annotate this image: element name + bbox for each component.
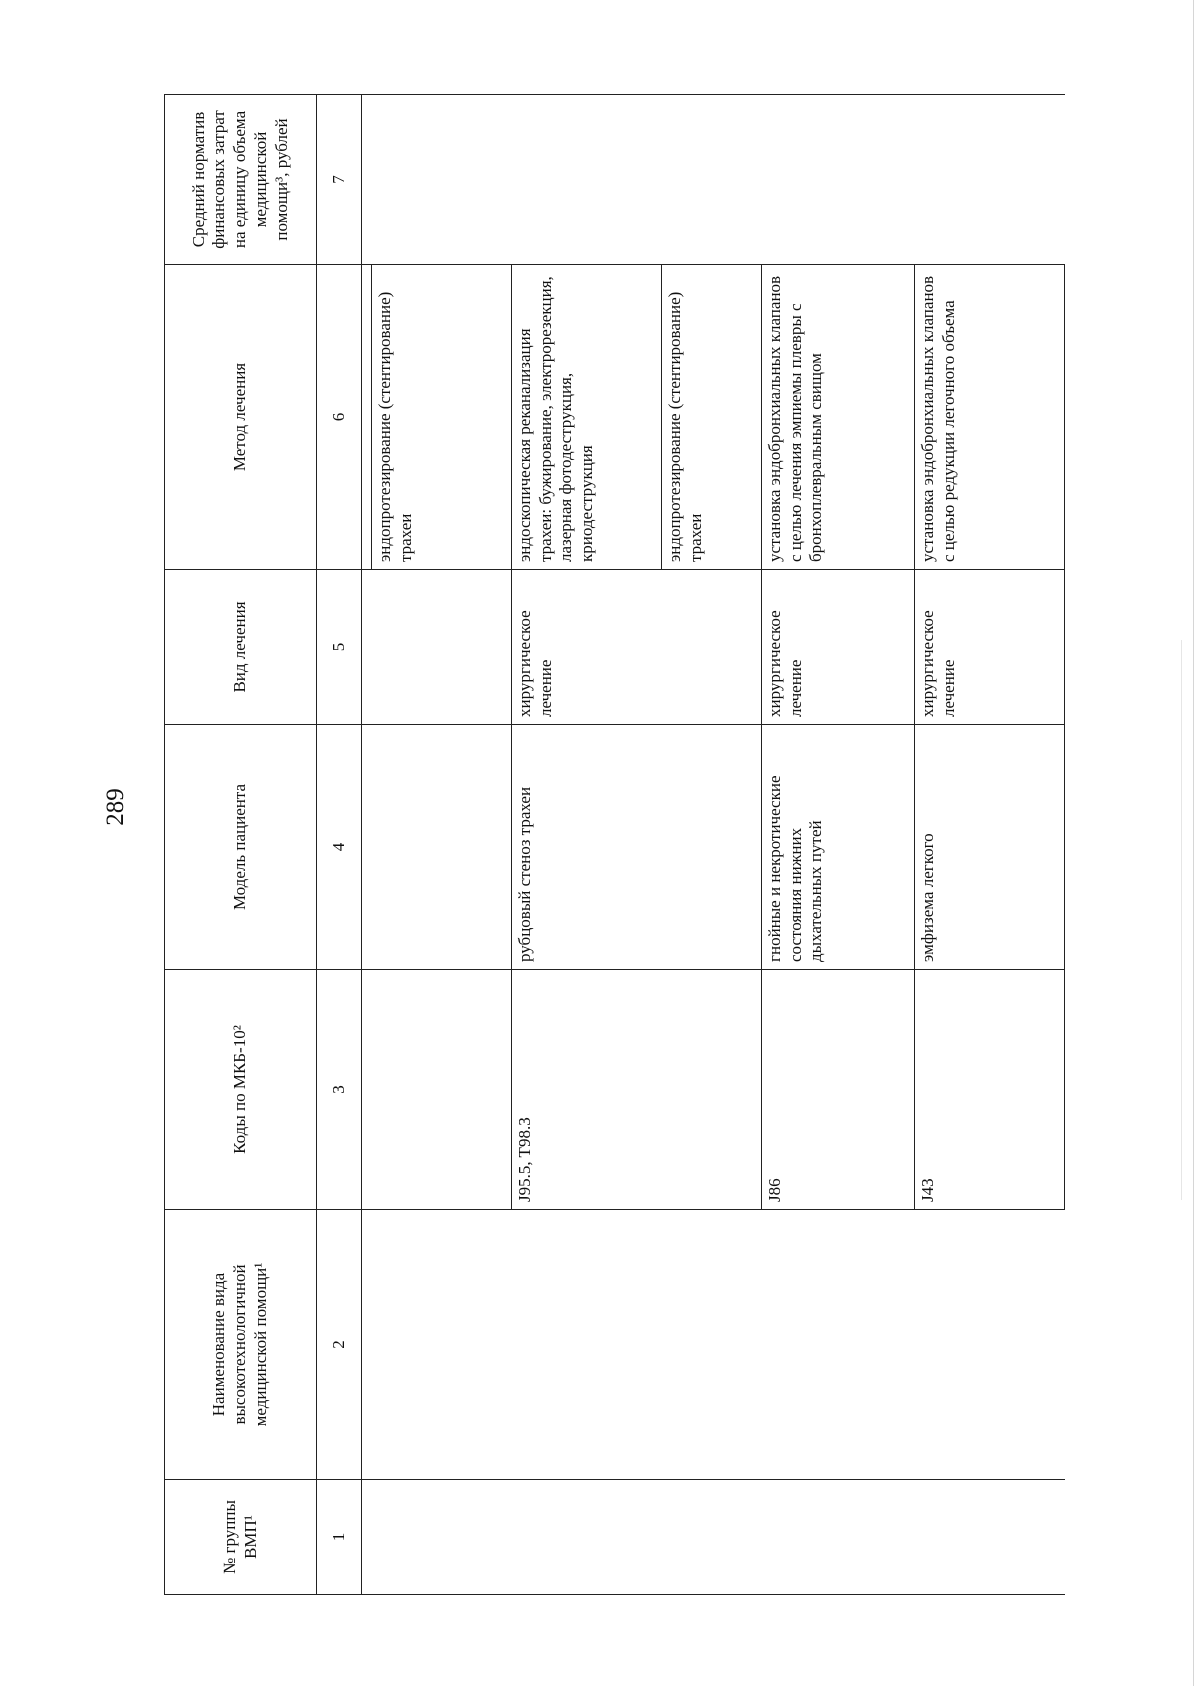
header-group-number: № группы ВМП¹ [165,1480,317,1595]
cell-treatment: хирургическое лечение [762,570,915,725]
page-number: 289 [102,788,129,826]
rotated-table-container [164,95,1060,1595]
cell-method: эндопротезирование (стентирование) трахеи [662,265,762,570]
cell-method: эндопротезирование (стентирование) трахеи [372,265,512,570]
column-number: 7 [317,95,362,265]
cell-model: гнойные и некротические состояния нижних дыхательных путей [762,725,915,970]
cell-method: эндоскопическая реканализация трахеи: бужирование, электрорезекция, лазерная фотодеструкция, криодеструкция [512,265,662,570]
cell-treatment: хирургическое лечение [512,570,762,725]
header-treatment-method: Метод лечения [165,265,317,570]
cell-treatment [372,570,512,725]
cell-model-empty [362,725,372,970]
cell-codes: J86 [762,970,915,1210]
cell-vmp-name [362,1210,1065,1480]
cell-codes-empty [362,970,372,1210]
cell-treatment-empty [362,570,372,725]
column-number: 4 [317,725,362,970]
header-treatment-type: Вид лечения [165,570,317,725]
table-rotation-frame [164,95,1060,1595]
cell-group-number [362,1480,1065,1595]
cell-model: рубцовый стеноз трахеи [512,725,762,970]
cell-method-empty [362,265,372,570]
scan-artifact-line [1193,0,1194,1686]
cell-model: эмфизема легкого [915,725,1065,970]
cell-method: установка эндобронхиальных клапанов с целью лечения эмпиемы плевры с бронхоплевральным свищом [762,265,915,570]
column-number: 2 [317,1210,362,1480]
table-header-row [165,95,317,1595]
column-number: 6 [317,265,362,570]
cell-codes: J95.5, T98.3 [512,970,762,1210]
column-number: 5 [317,570,362,725]
header-vmp-name: Наименование вида высокотехнологичной медицинской помощи¹ [165,1210,317,1480]
cell-model [372,725,512,970]
column-number-row [317,95,362,1595]
header-patient-model: Модель пациента [165,725,317,970]
cell-treatment: хирургическое лечение [915,570,1065,725]
cell-codes: J43 [915,970,1065,1210]
scan-artifact-line [1181,640,1182,1200]
cell-method: установка эндобронхиальных клапанов с целью редукции легочного объема [915,265,1065,570]
header-icd-codes: Коды по МКБ-10² [165,970,317,1210]
column-number: 3 [317,970,362,1210]
cell-cost [362,95,1065,265]
column-number: 1 [317,1480,362,1595]
header-cost-norm: Средний норматив финансовых затрат на единицу объема медицинской помощи³, рублей [165,95,317,265]
spacer-row [362,95,372,1595]
cell-codes [372,970,512,1210]
vmp-table [164,94,1065,1595]
